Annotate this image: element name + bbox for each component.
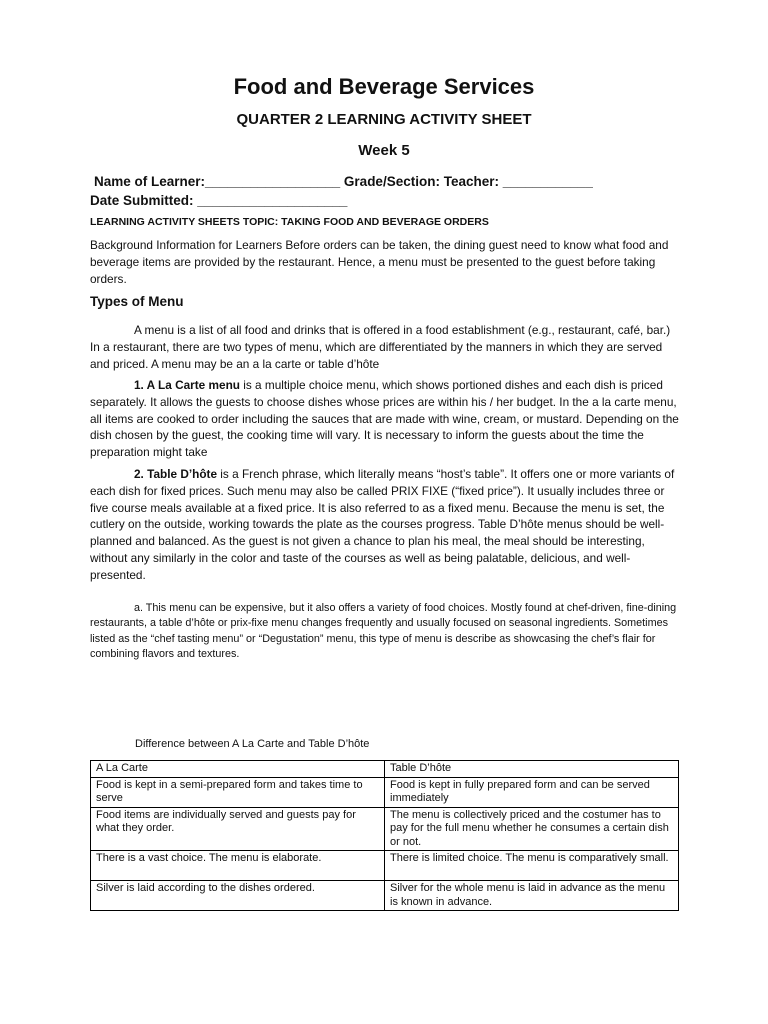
table-caption: Difference between A La Carte and Table D’hôte — [135, 738, 370, 750]
table-header-cell: A La Carte — [91, 761, 385, 778]
table-cell: Silver is laid according to the dishes ordered. — [91, 881, 385, 911]
tabledhote-label: 2. Table D’hôte — [134, 467, 218, 481]
week-label: Week 5 — [358, 142, 410, 159]
table-header-row — [91, 761, 679, 778]
table-row — [91, 807, 679, 851]
table-row — [91, 851, 679, 881]
document-title: Food and Beverage Services — [233, 74, 535, 99]
background-paragraph: Background Information for Learners Before orders can be taken, the dining guest need to know what food and beverage items are provided by the restaurant. Hence, a menu must be presented to the guest before taking orders. — [90, 238, 669, 286]
note-a-paragraph: a. This menu can be expensive, but it also offers a variety of food choices. Mostly found at chef-driven, fine-dining restaurants, a table d’hôte or prix-fixe menu changes frequently and usually focused on seasonal ingredients. Sometimes listed as the “chef tasting menu” or “Degustation” menu, this type of menu is describe as showcasing the chef’s flair for combining flavors and textures. — [90, 602, 677, 661]
table-cell: Food is kept in a semi-prepared form and takes time to serve — [91, 777, 385, 807]
table-cell: There is a vast choice. The menu is elaborate. — [91, 851, 385, 881]
name-grade-teacher-line: Name of Learner:__________________ Grade/Section: Teacher: ____________ — [94, 174, 593, 189]
comparison-table — [90, 760, 679, 911]
tabledhote-paragraph — [90, 466, 680, 584]
menu-intro-paragraph: A menu is a list of all food and drinks that is offered in a food establishment (e.g., restaurant, café, bar.) In a restaurant, there are two types of menu, which are differentiated by the manners in which they are served and priced. A menu may be an a la carte or table d’hôte — [90, 323, 671, 371]
table-cell: Food is kept in fully prepared form and can be served immediately — [385, 777, 679, 807]
table-cell: The menu is collectively priced and the costumer has to pay for the full menu whether he consumes a certain dish or not. — [385, 807, 679, 851]
table-header-cell: Table D’hôte — [385, 761, 679, 778]
types-of-menu-heading: Types of Menu — [90, 294, 184, 309]
topic-line: LEARNING ACTIVITY SHEETS TOPIC: TAKING FOOD AND BEVERAGE ORDERS — [90, 216, 489, 228]
table-cell: Silver for the whole menu is laid in advance as the menu is known in advance. — [385, 881, 679, 911]
tabledhote-text: is a French phrase, which literally means “host’s table”. It offers one or more variants of each dish for fixed prices. Such menu may also be called PRIX FIXE (“fixed price”). It usually includes three or five course meals available at a fixed price. It is also referred to as a fixed menu. Because the menu is set, the cutlery on the outside, working towards the plate as the courses progress. Table D’hôte menus should be well-planned and balanced. As the guest is not given a chance to plan his meal, the meal should be interesting, without any similarly in the color and taste of the courses as well as being palatable, delicious, and well-presented. — [90, 467, 675, 582]
table-cell: There is limited choice. The menu is comparatively small. — [385, 851, 679, 881]
alacarte-paragraph — [90, 377, 680, 461]
date-submitted-line: Date Submitted: ____________________ — [90, 193, 348, 208]
table-cell: Food items are individually served and guests pay for what they order. — [91, 807, 385, 851]
document-subtitle: QUARTER 2 LEARNING ACTIVITY SHEET — [236, 111, 532, 128]
learner-fields — [90, 172, 690, 210]
table-row — [91, 881, 679, 911]
alacarte-label: 1. A La Carte menu — [134, 378, 240, 392]
table-row — [91, 777, 679, 807]
alacarte-text: is a multiple choice menu, which shows portioned dishes and each dish is priced separately. It allows the guests to choose dishes whose prices are within his / her budget. In the a la carte menu, all items are cooked to order including the sauces that are made with wine, cream, or mustard. Depending on the dish chosen by the guest, the cooking time will vary. It is necessary to inform the guests about the time the preparation might take — [90, 378, 679, 460]
